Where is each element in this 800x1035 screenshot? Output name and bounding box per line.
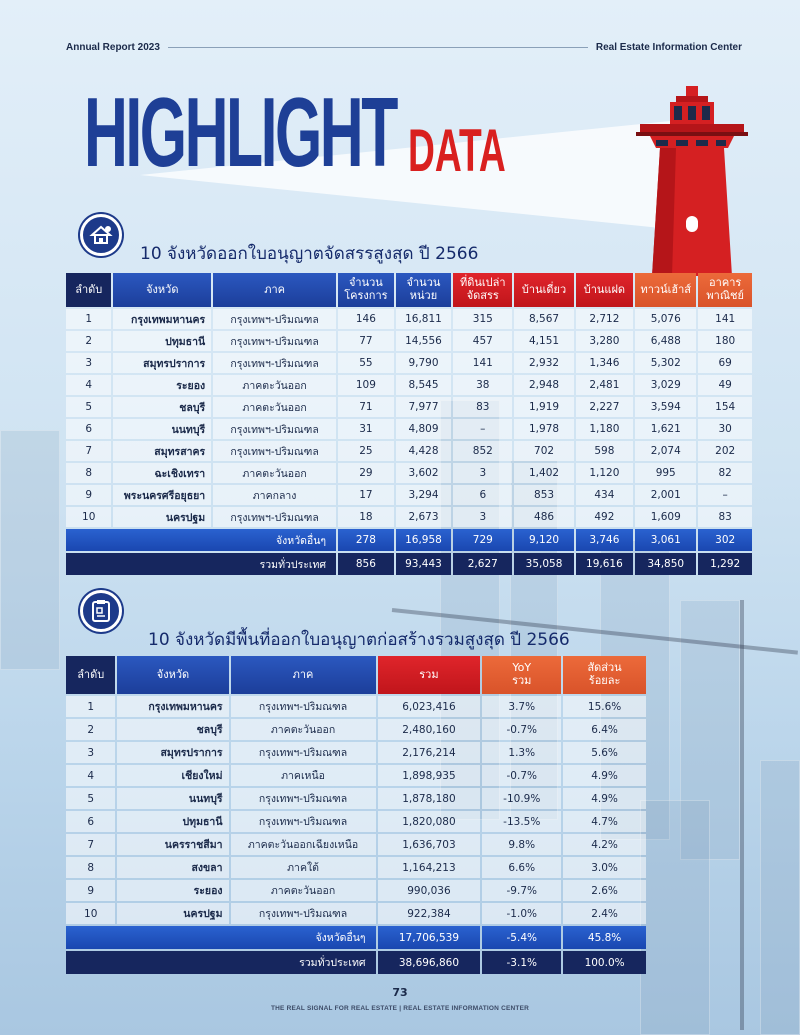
table-cell: สมุทรสาคร <box>113 441 211 461</box>
organization-label: Real Estate Information Center <box>595 41 742 53</box>
table-row <box>66 419 752 439</box>
table-cell: -9.7% <box>482 880 561 901</box>
table-cell: 146 <box>338 309 394 329</box>
table-cell: 77 <box>338 331 394 351</box>
table-cell: -1.0% <box>482 903 561 924</box>
table-cell: 2.6% <box>563 880 646 901</box>
table-cell: -13.5% <box>482 811 561 832</box>
table-cell: 5 <box>66 397 111 417</box>
table-cell: นครปฐม <box>117 903 228 924</box>
row-label: รวมทั่วประเทศ <box>66 951 376 974</box>
header-townhouse: ทาวน์เฮ้าส์ <box>635 273 696 307</box>
table-cell: นครปฐม <box>113 507 211 527</box>
table-cell: 3,061 <box>635 529 696 551</box>
table-cell: 434 <box>576 485 633 505</box>
table-cell: 3,746 <box>576 529 633 551</box>
table-cell: 4 <box>66 375 111 395</box>
table-cell: 38 <box>453 375 512 395</box>
table-cell: 4,151 <box>514 331 573 351</box>
table-row <box>66 397 752 417</box>
allocation-permits-table <box>64 271 754 577</box>
table-cell: 1 <box>66 696 115 717</box>
table-cell: สงขลา <box>117 857 228 878</box>
footer-tagline: THE REAL SIGNAL FOR REAL ESTATE | REAL ESTATE INFORMATION CENTER <box>270 1005 530 1012</box>
table-row <box>66 765 646 786</box>
header-yoy: YoY รวม <box>482 656 561 694</box>
table-cell: 1,621 <box>635 419 696 439</box>
construction-permits-table <box>64 654 648 976</box>
table-cell: 3 <box>453 507 512 527</box>
table-cell: 8 <box>66 463 111 483</box>
table-cell: นครราชสีมา <box>117 834 228 855</box>
row-label: รวมทั่วประเทศ <box>66 553 336 575</box>
table-cell: 1,164,213 <box>378 857 481 878</box>
table-row <box>66 507 752 527</box>
table-cell: 3,029 <box>635 375 696 395</box>
table-cell: 45.8% <box>563 926 646 949</box>
table-cell: 4,428 <box>396 441 451 461</box>
table-cell: 180 <box>698 331 752 351</box>
section1-title: 10 จังหวัดออกใบอนุญาตจัดสรรสูงสุด ปี 2566 <box>140 244 479 264</box>
header-share: สัดส่วน ร้อยละ <box>563 656 646 694</box>
table-cell: กรุงเทพฯ-ปริมณฑล <box>213 309 336 329</box>
table-cell: 8,567 <box>514 309 573 329</box>
table-cell: ระยอง <box>113 375 211 395</box>
table-cell: 38,696,860 <box>378 951 481 974</box>
table1-header-row <box>66 273 752 307</box>
table-row <box>66 485 752 505</box>
table-cell: 100.0% <box>563 951 646 974</box>
table-cell: 922,384 <box>378 903 481 924</box>
table-cell: ภาคตะวันออก <box>231 719 376 740</box>
table-cell: กรุงเทพฯ-ปริมณฑล <box>213 507 336 527</box>
table-cell: 49 <box>698 375 752 395</box>
table-cell: ภาคกลาง <box>213 485 336 505</box>
table-cell: ชลบุรี <box>117 719 228 740</box>
table-cell: กรุงเทพฯ-ปริมณฑล <box>213 331 336 351</box>
table-cell: ชลบุรี <box>113 397 211 417</box>
table-cell: 35,058 <box>514 553 573 575</box>
table-cell: 2,074 <box>635 441 696 461</box>
table-cell: 2,932 <box>514 353 573 373</box>
table-cell: ปทุมธานี <box>117 811 228 832</box>
table-cell: 1.3% <box>482 742 561 763</box>
table-cell: กรุงเทพฯ-ปริมณฑล <box>213 419 336 439</box>
table-row <box>66 353 752 373</box>
table-cell: กรุงเทพฯ-ปริมณฑล <box>231 903 376 924</box>
table-cell: กรุงเทพฯ-ปริมณฑล <box>213 441 336 461</box>
table-cell: 1,292 <box>698 553 752 575</box>
table-cell: 2,627 <box>453 553 512 575</box>
table-cell: 7,977 <box>396 397 451 417</box>
table-cell: 3,602 <box>396 463 451 483</box>
table-cell: 15.6% <box>563 696 646 717</box>
house-icon <box>80 214 122 256</box>
header-detached-house: บ้านเดี่ยว <box>514 273 573 307</box>
table-cell: 315 <box>453 309 512 329</box>
table-cell: 1,120 <box>576 463 633 483</box>
table-row <box>66 742 646 763</box>
table2-header-row <box>66 656 646 694</box>
table-cell: 2,227 <box>576 397 633 417</box>
table-cell: 10 <box>66 903 115 924</box>
table-cell: 4.9% <box>563 788 646 809</box>
table-row <box>66 375 752 395</box>
table-row <box>66 834 646 855</box>
table-cell: 25 <box>338 441 394 461</box>
table-cell: 3.7% <box>482 696 561 717</box>
table-cell: 9,790 <box>396 353 451 373</box>
table-cell: 2,481 <box>576 375 633 395</box>
table-cell: 9 <box>66 485 111 505</box>
table-cell: นนทบุรี <box>113 419 211 439</box>
table-cell: ภาคเหนือ <box>231 765 376 786</box>
table-cell: 3 <box>66 742 115 763</box>
table-cell: -5.4% <box>482 926 561 949</box>
table-cell: 9,120 <box>514 529 573 551</box>
table-cell: เชียงใหม่ <box>117 765 228 786</box>
table-cell: 6 <box>66 811 115 832</box>
table-cell: 2.4% <box>563 903 646 924</box>
table-cell: ภาคตะวันออก <box>213 375 336 395</box>
table-cell: 83 <box>453 397 512 417</box>
permit-document-icon <box>80 590 122 632</box>
table-cell: กรุงเทพฯ-ปริมณฑล <box>231 696 376 717</box>
table-cell: 3,294 <box>396 485 451 505</box>
table-cell: กรุงเทพฯ-ปริมณฑล <box>213 353 336 373</box>
table-cell: 3,594 <box>635 397 696 417</box>
table-cell: 995 <box>635 463 696 483</box>
row-label: จังหวัดอื่นๆ <box>66 529 336 551</box>
table-cell: 30 <box>698 419 752 439</box>
table-row <box>66 696 646 717</box>
table-cell: 154 <box>698 397 752 417</box>
row-label: จังหวัดอื่นๆ <box>66 926 376 949</box>
headline-word-data: DATA <box>408 117 506 185</box>
table-cell: ภาคตะวันออก <box>213 463 336 483</box>
table-cell: 302 <box>698 529 752 551</box>
headline-word-highlight: HIGHLIGHT <box>84 77 396 187</box>
header-rank: ลำดับ <box>66 656 115 694</box>
table-cell: 19,616 <box>576 553 633 575</box>
table-cell: 93,443 <box>396 553 451 575</box>
table-cell: 7 <box>66 441 111 461</box>
table-cell: 4,809 <box>396 419 451 439</box>
table-cell: 6,023,416 <box>378 696 481 717</box>
table-cell: 5 <box>66 788 115 809</box>
table-cell: 55 <box>338 353 394 373</box>
table-cell: 598 <box>576 441 633 461</box>
table-cell: 492 <box>576 507 633 527</box>
table-row <box>66 463 752 483</box>
header-province: จังหวัด <box>113 273 211 307</box>
table-cell: ภาคตะวันออก <box>213 397 336 417</box>
table-cell: ฉะเชิงเทรา <box>113 463 211 483</box>
table-cell: นนทบุรี <box>117 788 228 809</box>
table-cell: 9 <box>66 880 115 901</box>
table-cell: 16,811 <box>396 309 451 329</box>
table-cell: สมุทรปราการ <box>113 353 211 373</box>
table-cell: 1,978 <box>514 419 573 439</box>
table-cell: 4.2% <box>563 834 646 855</box>
table-cell: ระยอง <box>117 880 228 901</box>
table-cell: 16,958 <box>396 529 451 551</box>
table-cell: – <box>698 485 752 505</box>
table-cell: 18 <box>338 507 394 527</box>
table-cell: กรุงเทพมหานคร <box>113 309 211 329</box>
table-cell: 3 <box>453 463 512 483</box>
table-cell: 71 <box>338 397 394 417</box>
header-projects: จำนวน โครงการ <box>338 273 394 307</box>
table-cell: 3,280 <box>576 331 633 351</box>
table-cell: -0.7% <box>482 765 561 786</box>
table-cell: 853 <box>514 485 573 505</box>
other-provinces-row <box>66 926 646 949</box>
table-cell: 2,712 <box>576 309 633 329</box>
table-cell: 141 <box>698 309 752 329</box>
table-cell: ปทุมธานี <box>113 331 211 351</box>
table-cell: 109 <box>338 375 394 395</box>
table-cell: 1,878,180 <box>378 788 481 809</box>
table-cell: 852 <box>453 441 512 461</box>
table-cell: 4 <box>66 765 115 786</box>
table-cell: 3.0% <box>563 857 646 878</box>
table-cell: 29 <box>338 463 394 483</box>
table-row <box>66 903 646 924</box>
table-cell: 1,919 <box>514 397 573 417</box>
table-cell: 6,488 <box>635 331 696 351</box>
table-cell: 457 <box>453 331 512 351</box>
report-year-label: Annual Report 2023 <box>66 41 160 53</box>
table-cell: 5,076 <box>635 309 696 329</box>
header-twin-house: บ้านแฝด <box>576 273 633 307</box>
table-cell: กรุงเทพฯ-ปริมณฑล <box>231 811 376 832</box>
table-cell: 31 <box>338 419 394 439</box>
header-units: จำนวน หน่วย <box>396 273 451 307</box>
header-rank: ลำดับ <box>66 273 111 307</box>
table-cell: กรุงเทพฯ-ปริมณฑล <box>231 742 376 763</box>
table-cell: 1,402 <box>514 463 573 483</box>
table-cell: 4.7% <box>563 811 646 832</box>
table-cell: 1,820,080 <box>378 811 481 832</box>
table-cell: -3.1% <box>482 951 561 974</box>
table-cell: 6.6% <box>482 857 561 878</box>
table-cell: -10.9% <box>482 788 561 809</box>
header-region: ภาค <box>231 656 376 694</box>
table-cell: สมุทรปราการ <box>117 742 228 763</box>
section2-title: 10 จังหวัดมีพื้นที่ออกใบอนุญาตก่อสร้างรวมสูงสุด ปี 2566 <box>148 630 570 650</box>
table-cell: 1,180 <box>576 419 633 439</box>
table-row <box>66 719 646 740</box>
lighthouse-tower-illustration <box>636 86 748 276</box>
table-row <box>66 788 646 809</box>
table-cell: 5.6% <box>563 742 646 763</box>
table-cell: 17,706,539 <box>378 926 481 949</box>
table-cell: 2,480,160 <box>378 719 481 740</box>
table-cell: ภาคใต้ <box>231 857 376 878</box>
table-cell: 17 <box>338 485 394 505</box>
table-cell: 69 <box>698 353 752 373</box>
table-cell: 82 <box>698 463 752 483</box>
table-cell: 2 <box>66 719 115 740</box>
nationwide-total-row <box>66 553 752 575</box>
table-row <box>66 880 646 901</box>
nationwide-total-row <box>66 951 646 974</box>
header-commercial-building: อาคาร พาณิชย์ <box>698 273 752 307</box>
table-cell: 1,609 <box>635 507 696 527</box>
table-cell: 83 <box>698 507 752 527</box>
table-cell: 8 <box>66 857 115 878</box>
table-cell: 702 <box>514 441 573 461</box>
table-cell: – <box>453 419 512 439</box>
header-total: รวม <box>378 656 481 694</box>
table-cell: -0.7% <box>482 719 561 740</box>
table-cell: 2 <box>66 331 111 351</box>
table-cell: 141 <box>453 353 512 373</box>
header-divider <box>168 47 588 48</box>
table-cell: 8,545 <box>396 375 451 395</box>
table-row <box>66 331 752 351</box>
table-cell: 6.4% <box>563 719 646 740</box>
table-cell: 5,302 <box>635 353 696 373</box>
table-cell: 1,346 <box>576 353 633 373</box>
table-cell: 2,001 <box>635 485 696 505</box>
table-cell: 2,176,214 <box>378 742 481 763</box>
table-cell: 2,948 <box>514 375 573 395</box>
table-cell: กรุงเทพมหานคร <box>117 696 228 717</box>
table-cell: พระนครศรีอยุธยา <box>113 485 211 505</box>
table-cell: กรุงเทพฯ-ปริมณฑล <box>231 788 376 809</box>
table-cell: 9.8% <box>482 834 561 855</box>
table-row <box>66 811 646 832</box>
table-cell: 278 <box>338 529 394 551</box>
running-header <box>66 40 742 54</box>
table-row <box>66 441 752 461</box>
table-cell: 729 <box>453 529 512 551</box>
table-cell: ภาคตะวันออก <box>231 880 376 901</box>
table-cell: 6 <box>453 485 512 505</box>
table-cell: 10 <box>66 507 111 527</box>
table-cell: 486 <box>514 507 573 527</box>
page-headline <box>84 77 566 187</box>
other-provinces-row <box>66 529 752 551</box>
table-cell: 3 <box>66 353 111 373</box>
table-cell: 1,636,703 <box>378 834 481 855</box>
page-number: 73 <box>392 986 408 999</box>
table-cell: 14,556 <box>396 331 451 351</box>
table-cell: 6 <box>66 419 111 439</box>
table-cell: ภาคตะวันออกเฉียงเหนือ <box>231 834 376 855</box>
header-province: จังหวัด <box>117 656 228 694</box>
table-cell: 856 <box>338 553 394 575</box>
table-cell: 990,036 <box>378 880 481 901</box>
header-vacant-land: ที่ดินเปล่า จัดสรร <box>453 273 512 307</box>
table-cell: 34,850 <box>635 553 696 575</box>
table-cell: 202 <box>698 441 752 461</box>
header-region: ภาค <box>213 273 336 307</box>
table-row <box>66 309 752 329</box>
table-cell: 2,673 <box>396 507 451 527</box>
table-cell: 1 <box>66 309 111 329</box>
table-cell: 4.9% <box>563 765 646 786</box>
table-cell: 1,898,935 <box>378 765 481 786</box>
table-cell: 7 <box>66 834 115 855</box>
table-row <box>66 857 646 878</box>
